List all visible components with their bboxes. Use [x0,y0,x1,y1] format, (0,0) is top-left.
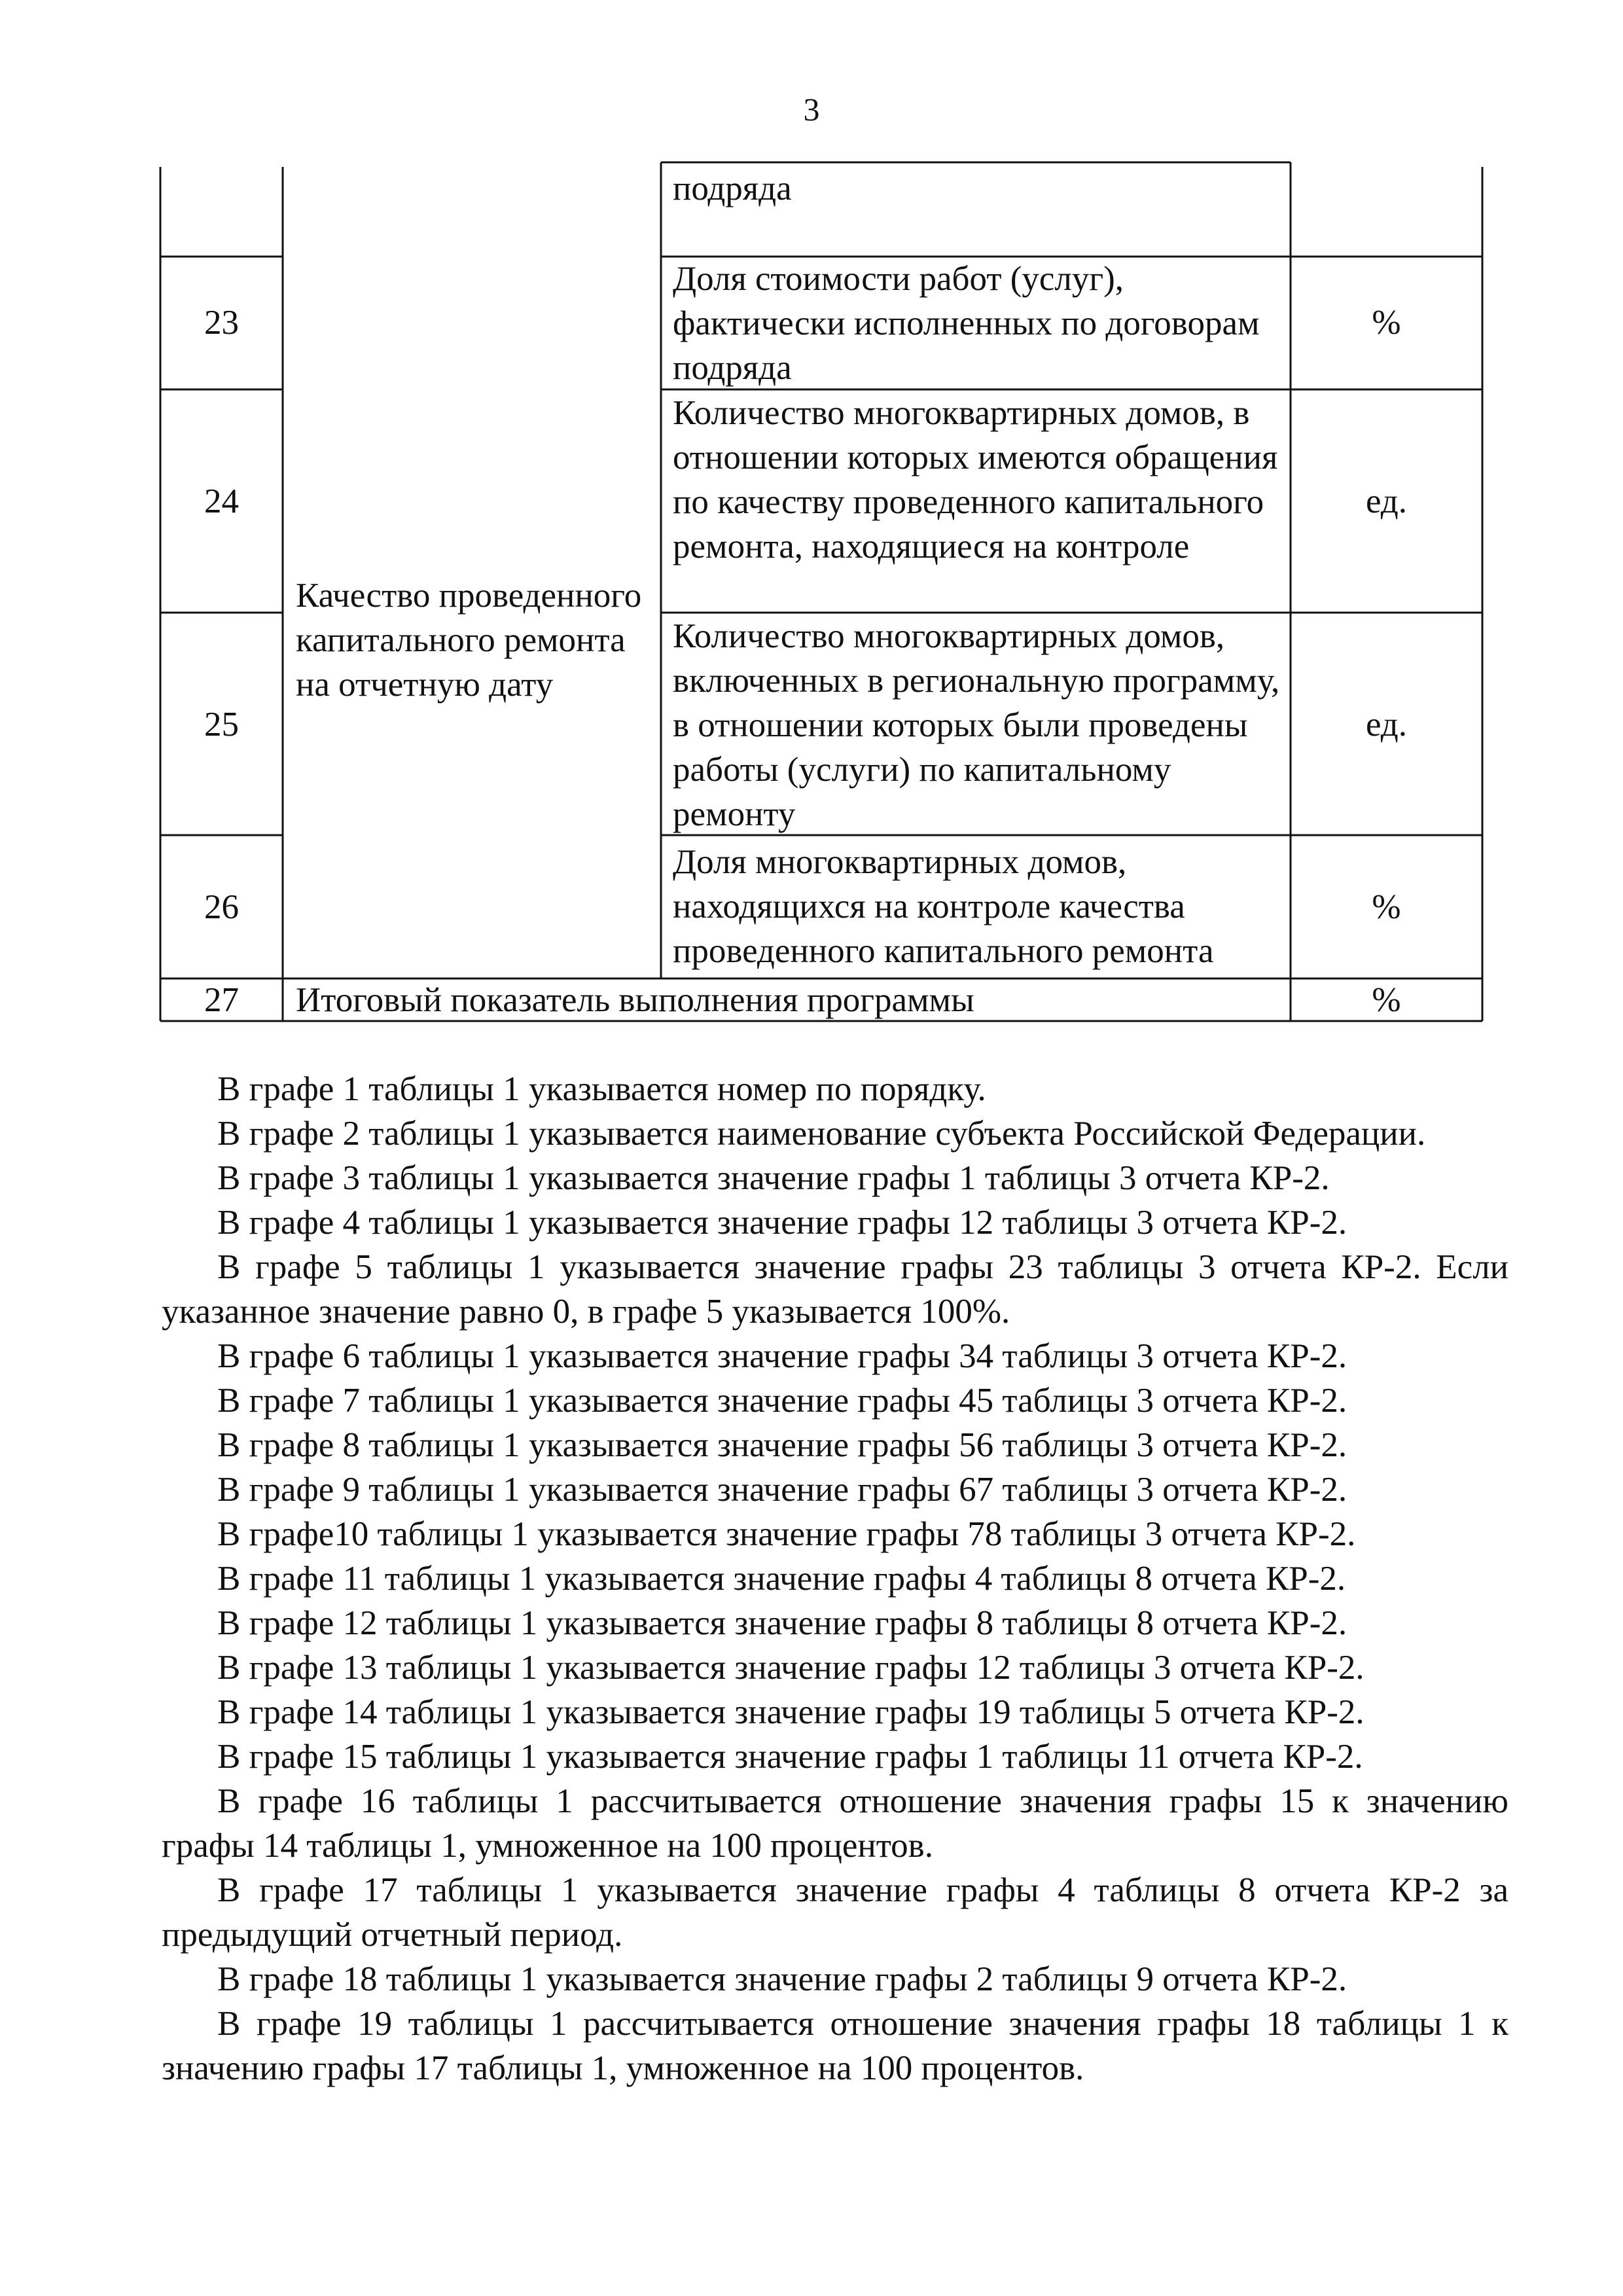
paragraph: В графе 2 таблицы 1 указывается наименование субъекта Российской Федерации. [217,1115,1426,1153]
paragraph: В графе 15 таблицы 1 указывается значение графы 1 таблицы 11 отчета КР-2. [217,1738,1363,1776]
paragraph: В графе 9 таблицы 1 указывается значение графы 67 таблицы 3 отчета КР-2. [217,1471,1347,1509]
table-row-number: 23 [204,304,239,342]
paragraph: В графе 7 таблицы 1 указывается значение графы 45 таблицы 3 отчета КР-2. [217,1382,1347,1420]
paragraph: В графе 8 таблицы 1 указывается значение графы 56 таблицы 3 отчета КР-2. [217,1426,1347,1464]
table-row-unit: % [1372,981,1401,1019]
table-row-indicator: Итоговый показатель выполнения программы [296,981,974,1019]
paragraph: В графе 5 таблицы 1 указывается значение графы 23 таблицы 3 отчета КР-2. Если указанное значение равно 0, в графе 5 указывается 100%. [162,1248,1508,1331]
table-row-number: 24 [204,482,239,520]
paragraph: В графе 13 таблицы 1 указывается значение графы 12 таблицы 3 отчета КР-2. [217,1649,1364,1687]
paragraph: В графе 6 таблицы 1 указывается значение графы 34 таблицы 3 отчета КР-2. [217,1337,1347,1375]
explanatory-text [162,1067,1508,2090]
page-number: 3 [803,91,820,128]
table-row-indicator: Доля стоимости работ (услуг), фактически исполненных по договорам подряда [673,260,1260,387]
paragraph: В графе10 таблицы 1 указывается значение графы 78 таблицы 3 отчета КР-2. [217,1515,1356,1553]
table-row-number: 27 [204,981,239,1019]
paragraph: В графе 3 таблицы 1 указывается значение графы 1 таблицы 3 отчета КР-2. [217,1159,1330,1197]
paragraph: В графе 19 таблицы 1 рассчитывается отношение значения графы 18 таблицы 1 к значению графы 17 таблицы 1, умноженное на 100 процентов. [162,2005,1508,2087]
table-row-number: 26 [204,888,239,926]
paragraph: В графе 4 таблицы 1 указывается значение графы 12 таблицы 3 отчета КР-2. [217,1204,1347,1242]
table-row-indicator: Количество многоквартирных домов, в отношении которых имеются обращения по качеству проведенного капитального ремонта, находящиеся на контроле [673,394,1278,565]
table-row-unit: ед. [1365,482,1408,520]
table-group-label: Качество проведенного капитального ремонта на отчетную дату [296,577,642,704]
table-row-unit: ед. [1365,706,1408,744]
table-row-number: 25 [204,706,239,744]
table-row-unit: % [1372,888,1401,926]
table-row-unit: % [1372,304,1401,342]
paragraph: В графе 16 таблицы 1 рассчитывается отношение значения графы 15 к значению графы 14 таблицы 1, умноженное на 100 процентов. [162,1782,1508,1865]
paragraph: В графе 12 таблицы 1 указывается значение графы 8 таблицы 8 отчета КР-2. [217,1604,1347,1642]
paragraph: В графе 18 таблицы 1 указывается значение графы 2 таблицы 9 отчета КР-2. [217,1960,1347,1998]
table-row-indicator: подряда [673,170,792,207]
paragraph: В графе 17 таблицы 1 указывается значение графы 4 таблицы 8 отчета КР-2 за предыдущий отчетный период. [162,1871,1508,1954]
table-row-indicator: Количество многоквартирных домов, включенных в региональную программу, в отношении которых были проведены работы (услуги) по капитальному ремонту [673,617,1280,833]
table-row-indicator: Доля многоквартирных домов, находящихся на контроле качества проведенного капитального ремонта [673,843,1214,970]
paragraph: В графе 14 таблицы 1 указывается значение графы 19 таблицы 5 отчета КР-2. [217,1693,1364,1731]
paragraph: В графе 11 таблицы 1 указывается значение графы 4 таблицы 8 отчета КР-2. [217,1560,1346,1598]
paragraph: В графе 1 таблицы 1 указывается номер по порядку. [217,1070,986,1108]
